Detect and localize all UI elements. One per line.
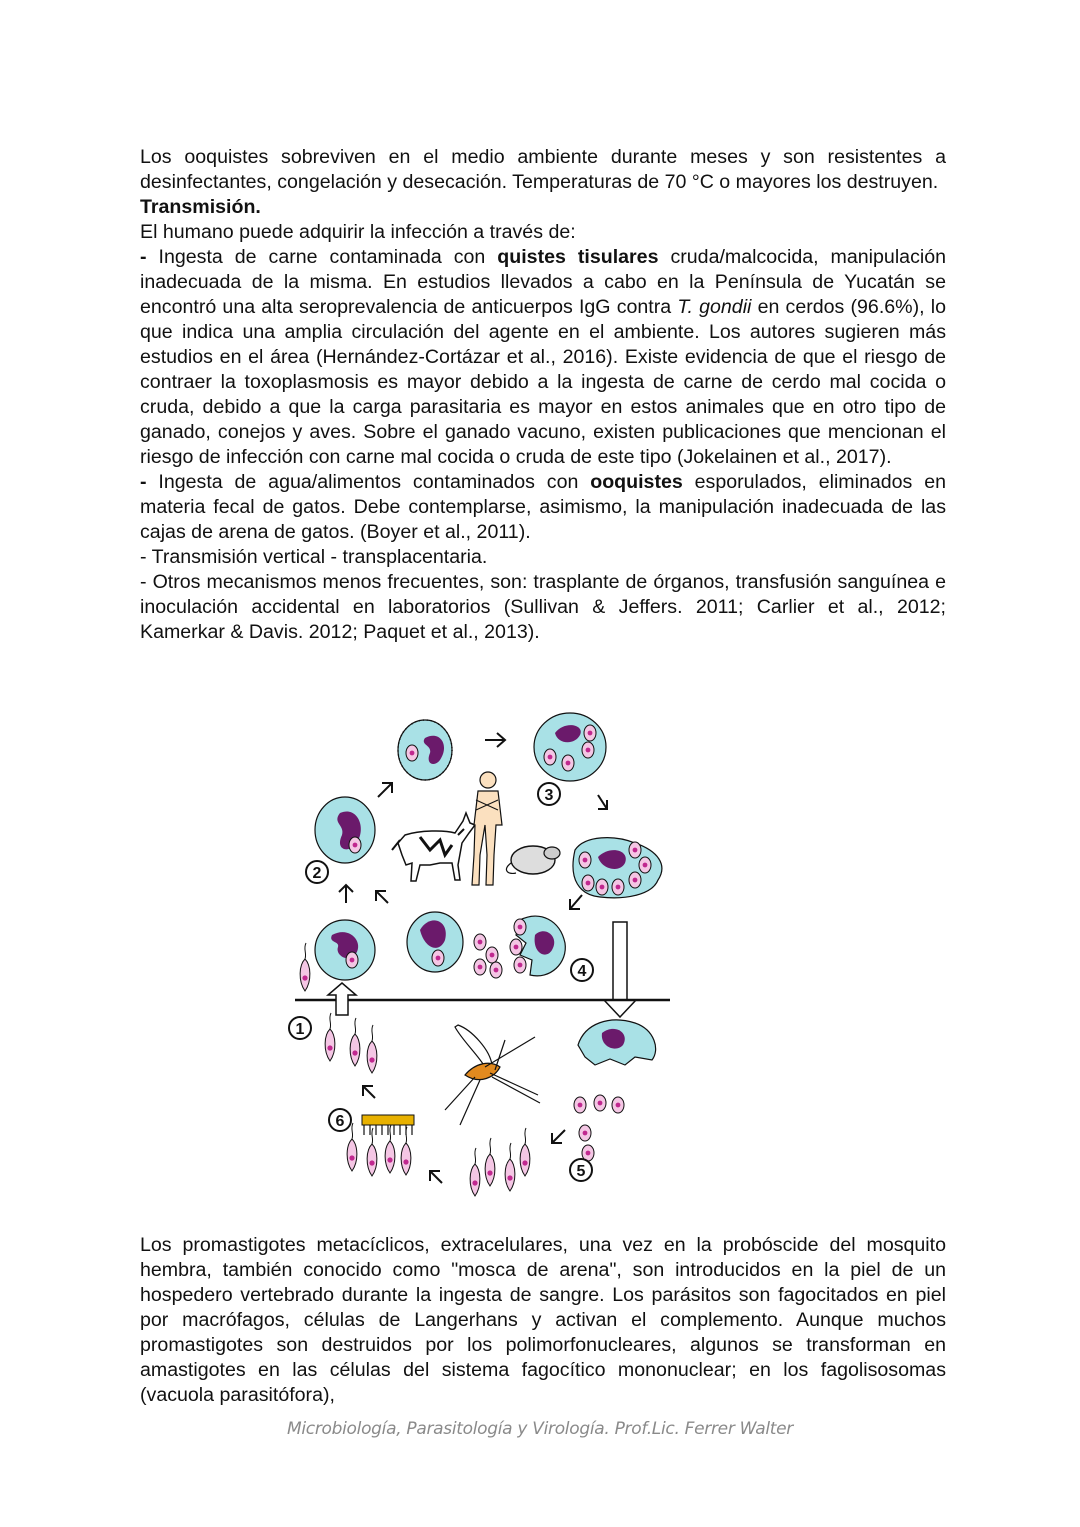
step-4-label: 4 <box>577 963 587 980</box>
released-amastigotes <box>474 934 502 978</box>
bullet-otros: - Otros mecanismos menos frecuentes, son: trasplante de órganos, transfusión sanguínea e inoculación accidental en laboratorios (Sullivan & Jeffers. 2011; Carlier et al., 2012; Kamerkar & Davis. 2012; Paquet et al., 2013). <box>140 571 946 643</box>
paragraph-ooquistes: Los ooquistes sobreviven en el medio ambiente durante meses y son resistentes a desinfectantes, congelación y desecación. Temperaturas de 70 °C o mayores los destruyen. <box>140 146 946 193</box>
bullet-dash: - <box>140 246 159 268</box>
macrophage-row-1 <box>300 920 375 991</box>
dog-illustration <box>392 813 475 881</box>
step-2-label: 2 <box>312 865 322 882</box>
bullet-carne-text-a: Ingesta de carne contaminada con <box>158 246 498 268</box>
step-6-label: 6 <box>335 1113 345 1130</box>
step-1-label: 1 <box>295 1021 305 1038</box>
arrow-up-icon <box>339 885 353 903</box>
step-3-label: 3 <box>544 787 554 804</box>
bullet-vertical: - Transmisión vertical - transplacentaria. <box>140 546 488 568</box>
macrophage-right-large <box>573 838 662 898</box>
life-cycle-figure <box>280 705 680 1210</box>
arrow-up-left-2-icon <box>430 1171 442 1183</box>
arrow-up-left-icon <box>376 891 388 903</box>
arrow-up-right-icon <box>378 783 392 797</box>
section-heading: Transmisión. <box>140 196 261 218</box>
step-5-label: 5 <box>576 1163 586 1180</box>
step-2-badge <box>306 861 328 883</box>
bullet-agua-text-a: Ingesta de agua/alimentos contaminados con <box>158 471 591 493</box>
bullet-agua-text-b: esporulados, eliminados en materia fecal de gatos. Debe contemplarse, asimismo, la manipulación inadecuada de las cajas de arena de gatos. (Boyer et al., 2011). <box>140 471 947 543</box>
life-cycle-diagram <box>280 705 680 1210</box>
step-6-badge <box>329 1109 351 1131</box>
bullet-carne <box>140 245 946 470</box>
macrophage-top-right <box>534 713 606 781</box>
macrophage-row-2 <box>407 912 463 972</box>
lower-text <box>140 1233 946 1408</box>
arrow-down-right-icon <box>598 795 607 809</box>
bullet-carne-text-b: cruda/malcocida, manipulación inadecuada de la misma. En estudios llevados a cabo en la Península de Yucatán se encontró una alta seroprevalencia de anticuerpos IgG contra <box>140 246 947 318</box>
amastigotes-ingested <box>574 1095 624 1161</box>
species-name: T. gondii <box>677 296 752 318</box>
human-illustration <box>472 772 502 885</box>
upper-text <box>140 145 946 645</box>
arrow-right-icon <box>485 733 505 747</box>
promastigotes-gut <box>470 1128 530 1196</box>
sandfly-illustration <box>445 1025 540 1125</box>
bullet-agua <box>140 470 946 545</box>
arrow-up-left-3-icon <box>363 1086 375 1098</box>
step-3-badge <box>538 783 560 805</box>
arrow-down-left-2-icon <box>552 1130 565 1143</box>
intro-line: El humano puede adquirir la infección a través de: <box>140 221 576 243</box>
macrophage-top-left <box>398 720 452 780</box>
paragraph-promastigotes: Los promastigotes metacíclicos, extracelulares, una vez en la probóscide del mosquito hembra, también conocido como "mosca de arena", son introducidos en la piel de un hospedero vertebrado durante la ingesta de sangre. Los parásitos son fagocitados en piel por macrófagos, células de Langerhans y activan el complemento. Aunque muchos promastigotes son destruidos por los polimorfonucleares, algunos se transforman en amastigotes en las células del sistema fagocítico mononuclear; en los fagolisosomas (vacuola parasitófora), <box>140 1234 946 1406</box>
big-arrow-down-icon <box>604 922 636 1017</box>
bullet-dash: - <box>140 471 159 493</box>
page-footer: Microbiología, Parasitología y Virología. Prof.Lic. Ferrer Walter <box>287 1419 793 1439</box>
step-5-badge <box>570 1159 592 1181</box>
promastigotes-attached <box>347 1123 411 1176</box>
step-1-badge <box>289 1017 311 1039</box>
bullet-carne-text-c: en cerdos (96.6%), lo que indica una amplia circulación del agente en el ambiente. Los autores sugieren más estudios en el área (Hernández-Cortázar et al., 2016). Existe evidencia de que el riesgo de contraer la toxoplasmosis es mayor debido a la ingesta de carne de cerdo mal cocida o cruda, debido a que la carga parasitaria es mayor en estos animales que en otro tipo de ganado, conejos y aves. Sobre el ganado vacuno, existen publicaciones que mencionan el riesgo de infección con carne mal cocida o cruda de este tipo (Jokelainen et al., 2017). <box>140 296 946 468</box>
step-4-badge <box>571 959 593 981</box>
macrophage-rupturing <box>510 916 565 976</box>
bullet-carne-bold: quistes tisulares <box>497 246 659 268</box>
macrophage-lower-right <box>578 1020 656 1065</box>
promastigotes-injected <box>325 1013 377 1073</box>
arrow-down-left-icon <box>570 895 582 909</box>
bullet-agua-bold: ooquistes <box>590 471 683 493</box>
rodent-illustration <box>507 846 560 874</box>
macrophage-left <box>315 797 375 863</box>
